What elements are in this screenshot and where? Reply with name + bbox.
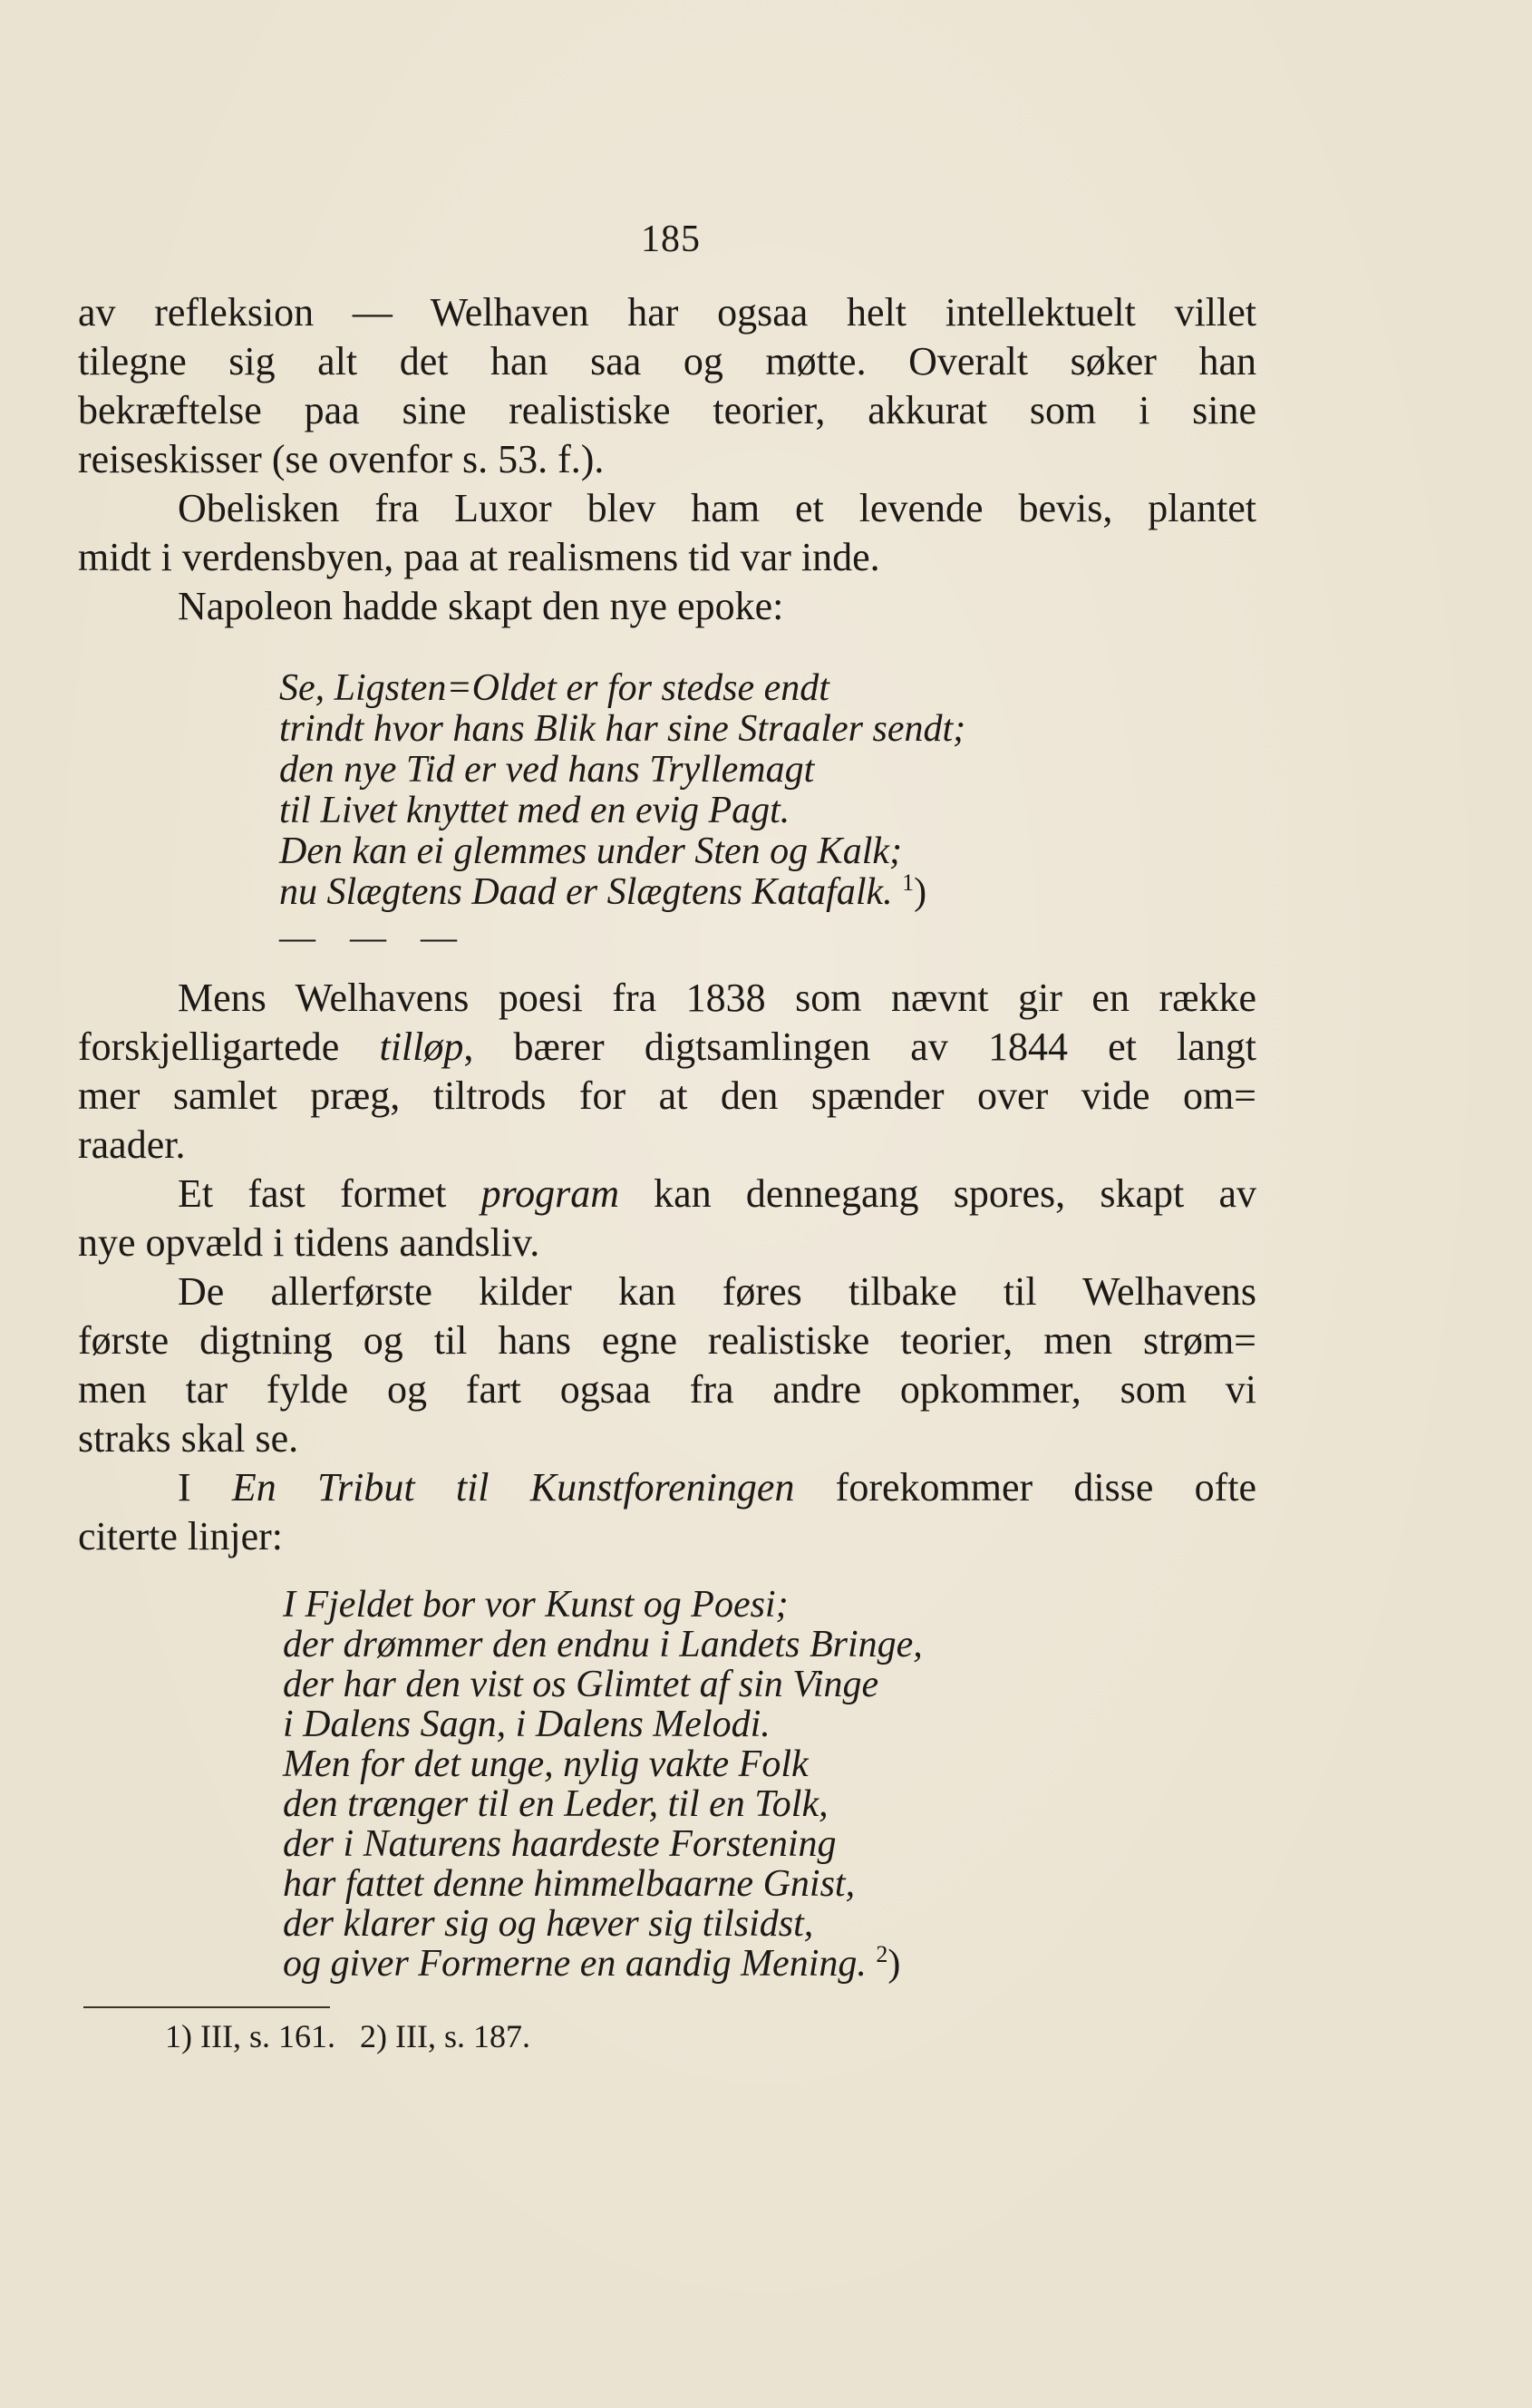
footnote-text: III, s. 161. xyxy=(200,2018,335,2054)
text-line: De allerførste kilder kan føres tilbake til Welhavens xyxy=(178,1269,1256,1314)
text-line: Napoleon hadde skapt den nye epoke: xyxy=(178,584,784,628)
poem-line: i Dalens Sagn, i Dalens Melodi. xyxy=(283,1704,771,1745)
text-line: Mens Welhavens poesi fra 1838 som nævnt gir en række xyxy=(178,976,1256,1020)
text-line: reiseskisser (se ovenfor s. 53. f.). xyxy=(78,437,605,481)
footnote-ref: 2 xyxy=(876,1941,888,1967)
poem-line: der drømmer den endnu i Landets Bringe, xyxy=(283,1624,923,1665)
text-span: kan dennegang spores, skapt av xyxy=(618,1171,1257,1216)
poem-line: den trænger til en Leder, til en Tolk, xyxy=(283,1783,829,1825)
poem-line: til Livet knyttet med en evig Pagt. xyxy=(279,790,790,831)
text-line: raader. xyxy=(78,1122,186,1167)
poem-line: Men for det unge, nylig vakte Folk xyxy=(283,1743,809,1785)
emphasis: En Tribut til Kunstforeningen xyxy=(231,1465,795,1510)
poem-line: Se, Ligsten=Oldet er for stedse endt xyxy=(279,667,829,709)
text-line: men tar fylde og fart ogsaa fra andre opkommer, som vi xyxy=(78,1367,1256,1412)
footnote-marker: 1) xyxy=(165,2018,192,2054)
text-span: forekommer disse ofte xyxy=(794,1465,1257,1510)
text-span: Et fast formet xyxy=(178,1171,481,1216)
text-line: midt i verdensbyen, paa at realismens tid var inde. xyxy=(78,535,880,579)
emphasis: tilløp xyxy=(379,1024,464,1069)
poem-line: der har den vist os Glimtet af sin Vinge xyxy=(283,1664,879,1705)
footnotes xyxy=(165,2011,530,2062)
text-line: mer samlet præg, tiltrods for at den spænder over vide om= xyxy=(78,1073,1256,1118)
text-line: citerte linjer: xyxy=(78,1514,283,1558)
text-line xyxy=(178,1463,1256,1512)
poem-line: har fattet denne himmelbaarne Gnist, xyxy=(283,1863,856,1905)
section-separator: — — — xyxy=(279,917,470,957)
text-span: forskjelligartede xyxy=(78,1024,380,1069)
page-number: 185 xyxy=(641,218,701,260)
text-line: straks skal se. xyxy=(78,1416,299,1461)
poem-line: I Fjeldet bor vor Kunst og Poesi; xyxy=(283,1584,789,1626)
text-line xyxy=(178,1170,1256,1219)
poem-line: trindt hvor hans Blik har sine Straaler sendt; xyxy=(279,708,966,750)
text-span: I xyxy=(178,1465,232,1510)
poem-line: nu Slægtens Daad er Slægtens Katafalk. $^1$) xyxy=(279,869,927,913)
text-line: av refleksion — Welhaven har ogsaa helt intellektuelt villet xyxy=(78,290,1256,335)
footnote-text: III, s. 187. xyxy=(394,2018,530,2054)
text-line: Obelisken fra Luxor blev ham et levende bevis, plantet xyxy=(178,486,1256,530)
text-line xyxy=(78,1023,1256,1072)
emphasis: program xyxy=(480,1171,619,1216)
footnote-marker: 2) xyxy=(359,2018,387,2054)
footnote-ref: 1 xyxy=(902,869,915,896)
text-line: nye opvæld i tidens aandsliv. xyxy=(78,1220,540,1265)
poem-line: den nye Tid er ved hans Tryllemagt xyxy=(279,749,815,791)
poem-line-text: nu Slægtens Daad er Slægtens Katafalk. xyxy=(279,871,893,913)
poem-line-text: og giver Formerne en aandig Mening. xyxy=(283,1943,867,1985)
text-line: bekræftelse paa sine realistiske teorier, akkurat som i sine xyxy=(78,388,1256,432)
poem-line: Den kan ei glemmes under Sten og Kalk; xyxy=(279,830,902,872)
text-span: , bærer digtsamlingen av 1844 et langt xyxy=(463,1024,1256,1069)
poem-line: og giver Formerne en aandig Mening. $^2$) xyxy=(283,1941,901,1985)
poem-line: der klarer sig og hæver sig tilsidst, xyxy=(283,1903,814,1945)
poem-line: der i Naturens haardeste Forstening xyxy=(283,1823,837,1865)
text-line: første digtning og til hans egne realistiske teorier, men strøm= xyxy=(78,1318,1256,1363)
text-line: tilegne sig alt det han saa og møtte. Overalt søker han xyxy=(78,339,1256,384)
footnote-rule xyxy=(83,2006,330,2008)
